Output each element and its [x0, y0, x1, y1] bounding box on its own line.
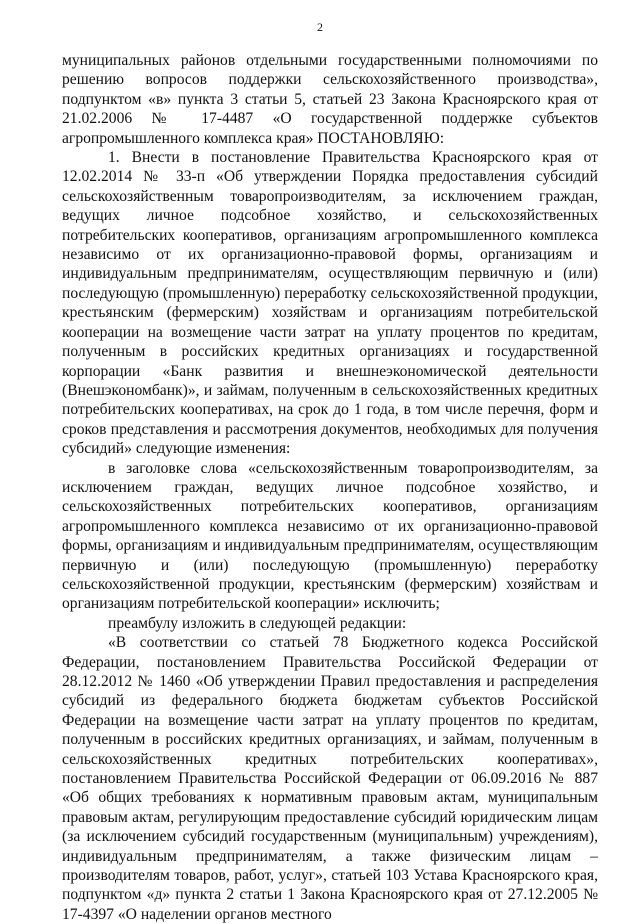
document-body [62, 51, 598, 924]
page-number: 2 [317, 20, 323, 34]
paragraph-item-1: 1. Внести в постановление Правительства Красноярского края от 12.02.2014 № 33-п «Об утверждении Порядка предоставления субсидий сельскохозяйственным товаропроизводителям, за исключением граждан, ведущих личное подсобное хозяйство, и сельскохозяйственных потребительских кооперативов, организациям агропромышленного комплекса независимо от их организационно-правовой формы, организациям и индивидуальным предпринимателям, осуществляющим первичную и (или) последующую (промышленную) переработку сельскохозяйственной продукции, крестьянским (фермерским) хозяйствам и организациям потребительской кооперации на возмещение части затрат на уплату процентов по кредитам, полученным в российских кредитных организациях и государственной корпорации «Банк развития и внешнеэкономической деятельности (Внешэкономбанк)», и займам, полученным в сельскохозяйственных кредитных потребительских кооперативах, на срок до 1 года, в том числе перечня, форм и сроков представления и рассмотрения документов, необходимых для получения субсидий» следующие изменения: [62, 149, 598, 458]
paragraph-new-preamble: «В соответствии со статьей 78 Бюджетного кодекса Российской Федерации, постановлением Правительства Российской Федерации от 28.12.2012 № 1460 «Об утверждении Правил предоставления и распределения субсидий из федерального бюджета бюджетам субъектов Российской Федерации на возмещение части затрат на уплату процентов по кредитам, полученным в российских кредитных организациях, и займам, полученным в сельскохозяйственных кредитных потребительских кооперативах», постановлением Правительства Российской Федерации от 06.09.2016 № 887 «Об общих требованиях к нормативным правовым актам, муниципальным правовым актам, регулирующим предоставление субсидий юридическим лицам (за исключением субсидий государственным (муниципальным) учреждениям), индивидуальным предпринимателям, а также физическим лицам – производителям товаров, работ, услуг», статьей 103 Устава Красноярского края, подпунктом «д» пункта 2 статьи 1 Закона Красноярского края от 27.12.2005 № 17-4397 «О наделении органов местного [62, 634, 598, 923]
paragraph-title-amendment: в заголовке слова «сельскохозяйственным товаропроизводителям, за исключением граждан, ведущих личное подсобное хозяйство, и сельскохозяйственных потребительских кооперативов, организациям агропромышленного комплекса независимо от их организационно-правовой формы, организациям и индивидуальным предпринимателям, осуществляющим первичную и (или) последующую (промышленную) переработку сельскохозяйственной продукции, крестьянским (фермерским) хозяйствам и организациям потребительской кооперации» исключить; [62, 459, 598, 613]
paragraph-preamble-continuation: муниципальных районов отдельными государственными полномочиями по решению вопросов поддержки сельскохозяйственного производства», подпунктом «в» пункта 3 статьи 5, статьей 23 Закона Красноярского края от 21.02.2006 № 17-4487 «О государственной поддержке субъектов агропромышленного комплекса края» ПОСТАНОВЛЯЮ: [62, 52, 598, 147]
paragraph-preamble-amendment: преамбулу изложить в следующей редакции: [108, 614, 407, 632]
